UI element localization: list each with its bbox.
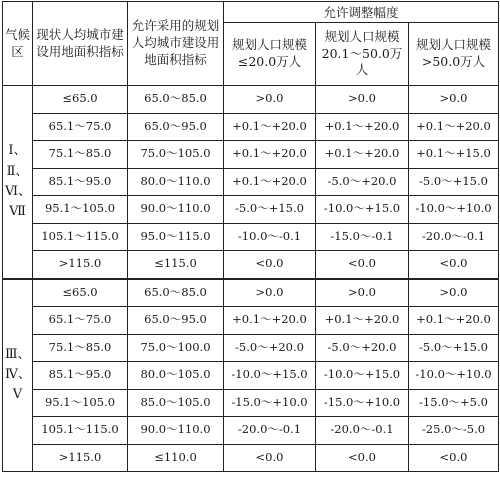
cell-allowed: ≤115.0: [128, 251, 224, 279]
cell-small: -5.0～+20.0: [224, 334, 316, 362]
cell-allowed: 90.0～110.0: [128, 417, 224, 445]
cell-current: 75.1～85.0: [33, 334, 128, 362]
cell-current: 105.1～115.0: [33, 223, 128, 251]
cell-medium: >0.0: [316, 86, 409, 114]
header-current-land: 现状人均城市建设用地面积指标: [33, 2, 128, 86]
cell-small: -15.0～+10.0: [224, 389, 316, 417]
cell-current: >115.0: [33, 444, 128, 472]
cell-allowed: 65.0～95.0: [128, 113, 224, 141]
cell-current: 85.1～95.0: [33, 168, 128, 196]
cell-small: +0.1～+20.0: [224, 141, 316, 169]
header-climate-zone: 气候区: [3, 2, 33, 86]
cell-small: >0.0: [224, 86, 316, 114]
cell-small: +0.1～+20.0: [224, 307, 316, 335]
land-use-table: [2, 1, 499, 472]
climate-zone-cell: Ⅲ、Ⅳ、Ⅴ: [3, 279, 33, 472]
table-row: [3, 168, 499, 196]
cell-large: <0.0: [409, 444, 499, 472]
table-row: [3, 417, 499, 445]
climate-zone-cell: Ⅰ、Ⅱ、Ⅵ、Ⅶ: [3, 86, 33, 279]
cell-small: >0.0: [224, 279, 316, 307]
table-row: [3, 307, 499, 335]
cell-large: >0.0: [409, 279, 499, 307]
table-row: [3, 334, 499, 362]
cell-large: -5.0～+15.0: [409, 168, 499, 196]
cell-medium: +0.1～+20.0: [316, 113, 409, 141]
cell-allowed: 65.0～85.0: [128, 86, 224, 114]
cell-large: -15.0～+5.0: [409, 389, 499, 417]
table-row: [3, 444, 499, 472]
cell-current: >115.0: [33, 251, 128, 279]
cell-allowed: 75.0～105.0: [128, 141, 224, 169]
cell-allowed: 80.0～110.0: [128, 168, 224, 196]
cell-large: <0.0: [409, 251, 499, 279]
cell-medium: <0.0: [316, 444, 409, 472]
cell-allowed: 75.0～100.0: [128, 334, 224, 362]
cell-current: 105.1～115.0: [33, 417, 128, 445]
cell-current: 95.1～105.0: [33, 196, 128, 224]
table-row: [3, 141, 499, 169]
header-pop-medium: 规划人口规模20.1～50.0万人: [316, 23, 409, 86]
table-row: [3, 389, 499, 417]
cell-current: ≤65.0: [33, 86, 128, 114]
cell-allowed: ≤110.0: [128, 444, 224, 472]
cell-allowed: 90.0～110.0: [128, 196, 224, 224]
cell-large: -20.0～-0.1: [409, 223, 499, 251]
cell-current: 65.1～75.0: [33, 307, 128, 335]
cell-medium: +0.1～+20.0: [316, 141, 409, 169]
cell-large: -25.0～-5.0: [409, 417, 499, 445]
cell-large: +0.1～+15.0: [409, 141, 499, 169]
cell-current: 85.1～95.0: [33, 362, 128, 390]
cell-large: +0.1～+20.0: [409, 113, 499, 141]
table-row: [3, 223, 499, 251]
cell-small: <0.0: [224, 444, 316, 472]
table-row: [3, 279, 499, 307]
cell-medium: -15.0～+10.0: [316, 389, 409, 417]
cell-current: ≤65.0: [33, 279, 128, 307]
document-page: [0, 1, 500, 492]
table-row: [3, 362, 499, 390]
cell-medium: -10.0～+15.0: [316, 196, 409, 224]
table-row: [3, 86, 499, 114]
cell-allowed: 65.0～85.0: [128, 279, 224, 307]
cell-medium: -15.0～-0.1: [316, 223, 409, 251]
cell-allowed: 95.0～115.0: [128, 223, 224, 251]
table-row: [3, 251, 499, 279]
cell-small: -10.0～+15.0: [224, 362, 316, 390]
cell-medium: +0.1～+20.0: [316, 307, 409, 335]
cell-small: -5.0～+15.0: [224, 196, 316, 224]
cell-allowed: 85.0～105.0: [128, 389, 224, 417]
cell-allowed: 65.0～95.0: [128, 307, 224, 335]
cell-large: +0.1～+20.0: [409, 307, 499, 335]
cell-large: >0.0: [409, 86, 499, 114]
header-allowed-land: 允许采用的规划人均城市建设用地面积指标: [128, 2, 224, 86]
cell-small: -10.0～-0.1: [224, 223, 316, 251]
header-adjustment: 允许调整幅度: [224, 2, 499, 23]
cell-large: -5.0～+15.0: [409, 334, 499, 362]
cell-large: -10.0～+10.0: [409, 362, 499, 390]
cell-small: +0.1～+20.0: [224, 168, 316, 196]
cell-small: +0.1～+20.0: [224, 113, 316, 141]
cell-current: 95.1～105.0: [33, 389, 128, 417]
cell-current: 75.1～85.0: [33, 141, 128, 169]
header-pop-large: 规划人口规模>50.0万人: [409, 23, 499, 86]
table-row: [3, 196, 499, 224]
cell-medium: <0.0: [316, 251, 409, 279]
cell-small: -20.0～-0.1: [224, 417, 316, 445]
cell-medium: -5.0～+20.0: [316, 168, 409, 196]
cell-medium: -10.0～+15.0: [316, 362, 409, 390]
cell-medium: >0.0: [316, 279, 409, 307]
cell-medium: -5.0～+20.0: [316, 334, 409, 362]
cell-small: <0.0: [224, 251, 316, 279]
header-pop-small: 规划人口规模≤20.0万人: [224, 23, 316, 86]
table-body: [3, 86, 499, 472]
table-row: [3, 113, 499, 141]
cell-large: -10.0～+10.0: [409, 196, 499, 224]
cell-current: 65.1～75.0: [33, 113, 128, 141]
cell-allowed: 80.0～105.0: [128, 362, 224, 390]
cell-medium: -20.0～-0.1: [316, 417, 409, 445]
